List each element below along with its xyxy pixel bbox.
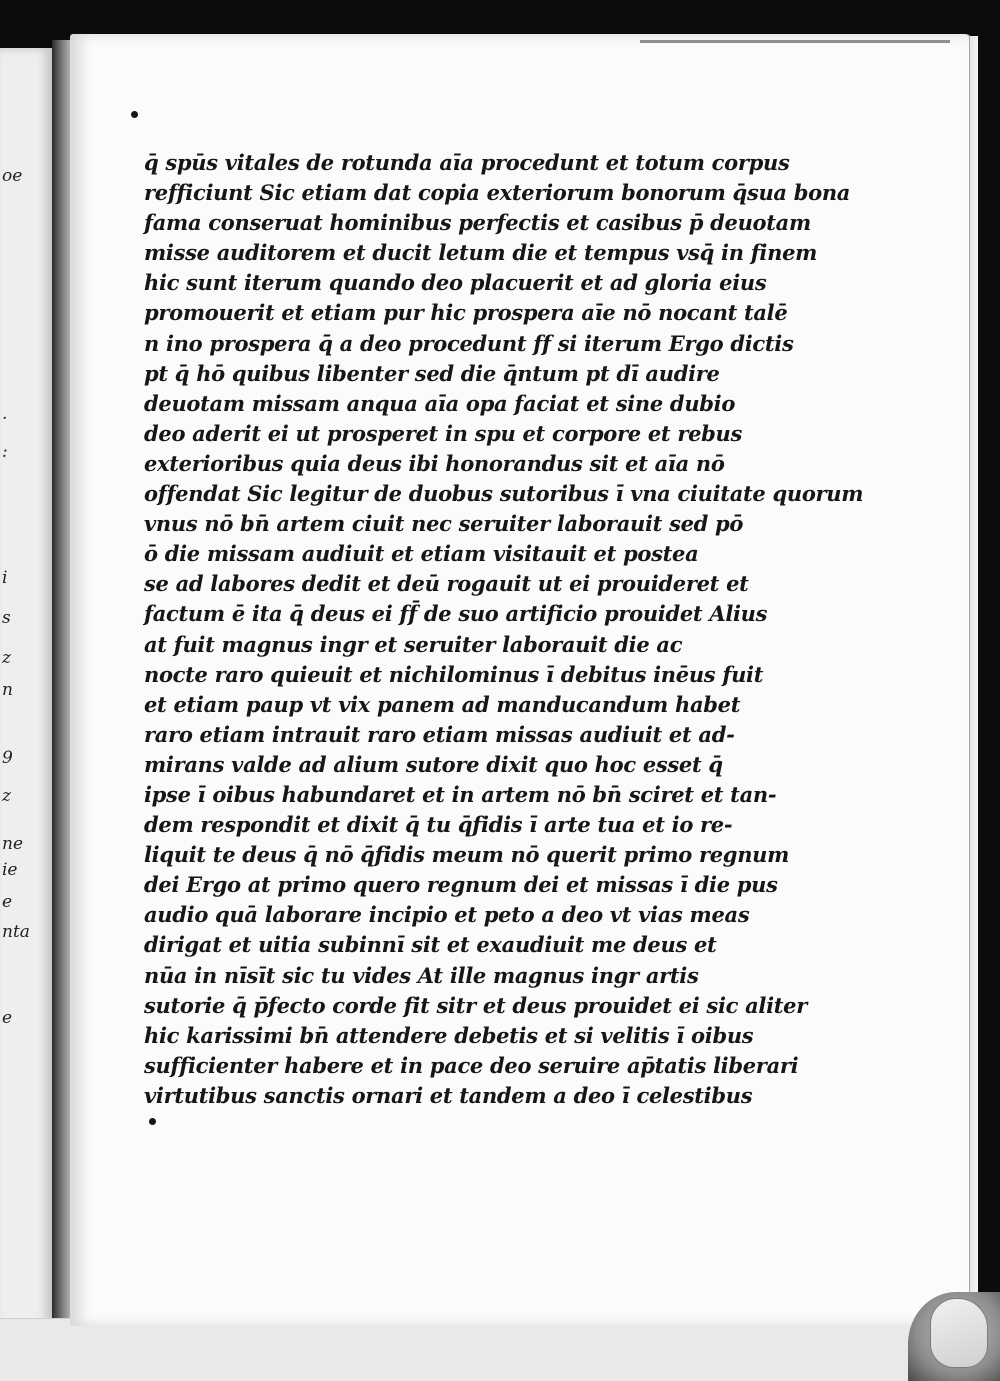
manuscript-line: ipse ī oibus habundaret et in artem nō bn̄ sciret et tan- [144, 781, 777, 807]
manuscript-line: offendat Sic legitur de duobus sutoribus ī vna ciuitate quorum [144, 481, 864, 507]
manuscript-line: se ad labores dedit et deū rogauit ut ei prouideret et [144, 571, 749, 597]
thumbnail-nail [930, 1298, 988, 1368]
manuscript-line: dirigat et uitia subinnī sit et exaudiuit me deus et [144, 932, 717, 958]
manuscript-line: q̄ spūs vitales de rotunda aīa procedunt et totum corpus [144, 150, 790, 175]
manuscript-line: deuotam missam anqua aīa opa faciat et sine dubio [144, 390, 736, 416]
margin-fragment: e [2, 892, 13, 912]
margin-fragment: z [2, 786, 11, 806]
manuscript-line: hic sunt iterum quando deo placuerit et ad gloria eius [144, 270, 767, 296]
margin-fragment: z [2, 648, 11, 668]
manuscript-line: factum ē ita q̄ deus ei ff̄ de suo artificio prouidet Alius [144, 601, 768, 627]
margin-fragment: . [2, 404, 8, 424]
manuscript-line: deo aderit ei ut prosperet in spu et corpore et rebus [144, 420, 743, 446]
manuscript-line: vnus nō bn̄ artem ciuit nec seruiter laborauit sed pō [144, 511, 744, 537]
manuscript-line: at fuit magnus ingr et seruiter laborauit die ac [144, 631, 683, 657]
ink-dot-top [131, 111, 138, 118]
manuscript-line: sutorie q̄ p̄fecto corde fit sitr et deus prouidet ei sic aliter [144, 992, 808, 1018]
manuscript-line: nocte raro quieuit et nichilominus ī debitus inēus fuit [144, 661, 764, 687]
left-margin-fragments [0, 48, 50, 1338]
margin-fragment: ie [2, 860, 18, 880]
manuscript-line: sufficienter habere et in pace deo seruire ap̄tatis liberari [144, 1052, 799, 1078]
margin-fragment: e [2, 1008, 13, 1028]
table-surface [0, 1318, 1000, 1381]
manuscript-line: ō die missam audiuit et etiam visitauit et postea [144, 541, 699, 567]
manuscript-line: dei Ergo at primo quero regnum dei et missas ī die pus [144, 872, 778, 898]
page-stack-edge [969, 36, 978, 1326]
manuscript-line: nūa in nīsīt sic tu vides At ille magnus ingr artis [144, 962, 699, 988]
margin-fragment: i [2, 568, 8, 588]
margin-fragment: 9 [2, 748, 13, 768]
left-page-edge [0, 48, 53, 1338]
manuscript-line: misse auditorem et ducit letum die et tempus vsq̄ in finem [144, 240, 818, 266]
manuscript-text-block [144, 148, 864, 1111]
margin-fragment: n [2, 680, 13, 700]
manuscript-line: exterioribus quia deus ibi honorandus sit et aīa nō [144, 450, 725, 476]
manuscript-line: hic karissimi bn̄ attendere debetis et si velitis ī oibus [144, 1022, 754, 1048]
manuscript-line: liquit te deus q̄ nō q̄fidis meum nō querit primo regnum [144, 842, 790, 868]
margin-fragment: ne [2, 834, 24, 854]
manuscript-line: raro etiam intrauit raro etiam missas audiuit et ad- [144, 721, 735, 747]
manuscript-line: virtutibus sanctis ornari et tandem a deo ī celestibus [144, 1082, 753, 1108]
manuscript-line: et etiam paup vt vix panem ad manducandum habet [144, 691, 741, 717]
ink-dot-bottom [149, 1118, 156, 1125]
margin-fragment: oe [2, 166, 23, 186]
manuscript-line: mirans valde ad alium sutore dixit quo hoc esset q̄ [144, 751, 723, 777]
manuscript-line: pt q̄ hō quibus libenter sed die q̄ntum pt dī audire [144, 360, 720, 386]
margin-fragment: : [2, 442, 8, 462]
margin-fragment: nta [2, 922, 30, 942]
manuscript-line: promouerit et etiam pur hic prospera aīe nō nocant talē [144, 300, 788, 326]
manuscript-line: n ino prospera q̄ a deo procedunt ff si iterum Ergo dictis [144, 330, 794, 356]
margin-fragment: s [2, 608, 11, 628]
manuscript-line: refficiunt Sic etiam dat copia exteriorum bonorum q̄sua bona [144, 180, 851, 206]
manuscript-line: fama conseruat hominibus perfectis et casibus p̄ deuotam [144, 210, 811, 236]
manuscript-line: audio quā laborare incipio et peto a deo vt vias meas [144, 902, 750, 928]
manuscript-line: dem respondit et dixit q̄ tu q̄fidis ī arte tua et io re- [144, 812, 733, 838]
page-top-edge [640, 40, 950, 43]
